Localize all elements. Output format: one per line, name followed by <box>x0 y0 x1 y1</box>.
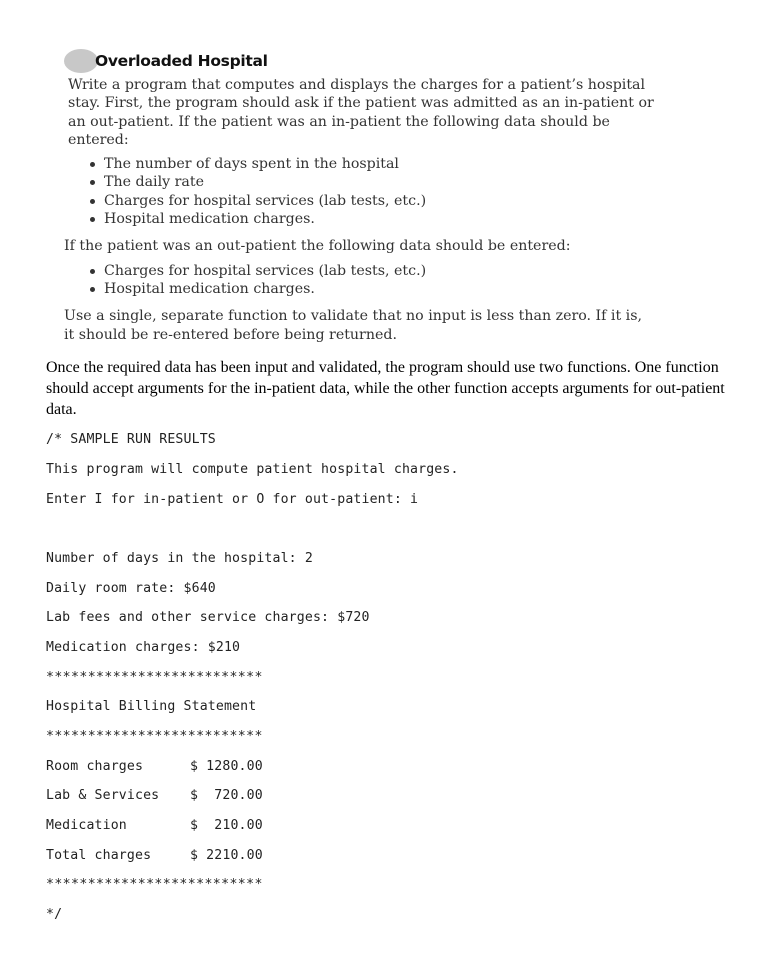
stars-divider: ************************** <box>46 877 263 892</box>
bill-row-room <box>46 759 263 774</box>
bill-row-lab <box>46 788 263 803</box>
sample-line-days: Number of days in the hospital: 2 <box>46 551 313 566</box>
bill-label: Lab & Services <box>46 788 160 803</box>
problem-box <box>64 48 664 344</box>
list-item: The number of days spent in the hospital <box>90 155 664 173</box>
list-item: The daily rate <box>90 173 664 191</box>
list-item: Charges for hospital services (lab tests, etc.) <box>90 262 664 280</box>
problem-intro: Write a program that computes and displays the charges for a patient’s hospital stay. First, the program should ask if the patient was admitted as an in-patient or an out-patient. If the patient was an in-patient the following data should be entered: <box>68 77 654 148</box>
list-item: Charges for hospital services (lab tests, etc.) <box>90 192 664 210</box>
stars-divider: ************************** <box>46 729 263 744</box>
bill-value: $ 720.00 <box>190 788 263 803</box>
list-item: Hospital medication charges. <box>90 210 664 228</box>
problem-title <box>64 48 664 74</box>
bill-label: Room charges <box>46 759 144 774</box>
outpatient-intro: If the patient was an out-patient the following data should be entered: <box>64 238 571 255</box>
bill-value: $ 2210.00 <box>190 848 263 863</box>
sample-line-lab: Lab fees and other service charges: $720 <box>46 610 370 625</box>
bill-value: $ 1280.00 <box>190 759 263 774</box>
problem-title-text: Overloaded Hospital <box>95 52 268 70</box>
stars-divider: ************************** <box>46 670 263 685</box>
statement-title: Hospital Billing Statement <box>46 699 257 714</box>
sample-line-prompt: Enter I for in-patient or O for out-patient: i <box>46 492 419 507</box>
list-item: Hospital medication charges. <box>90 280 664 298</box>
bill-row-total <box>46 848 263 863</box>
body-paragraph: Once the required data has been input and validated, the program should use two functions. One function should accept arguments for the in-patient data, while the other function accepts arguments for out-patient data. <box>46 359 725 418</box>
sample-header: /* SAMPLE RUN RESULTS <box>46 432 216 447</box>
sample-line-rate: Daily room rate: $640 <box>46 581 216 596</box>
bill-row-medication <box>46 818 263 833</box>
sample-line-med: Medication charges: $210 <box>46 640 241 655</box>
bill-label: Medication <box>46 818 127 833</box>
outpatient-list <box>64 262 664 299</box>
bill-label: Total charges <box>46 848 152 863</box>
validate-paragraph: Use a single, separate function to validate that no input is less than zero. If it is, it should be re-entered before being returned. <box>64 308 643 343</box>
title-bullet-icon <box>64 49 98 73</box>
sample-line-intro: This program will compute patient hospital charges. <box>46 462 459 477</box>
inpatient-list <box>64 155 664 228</box>
bill-value: $ 210.00 <box>190 818 263 833</box>
sample-footer: */ <box>46 907 63 922</box>
